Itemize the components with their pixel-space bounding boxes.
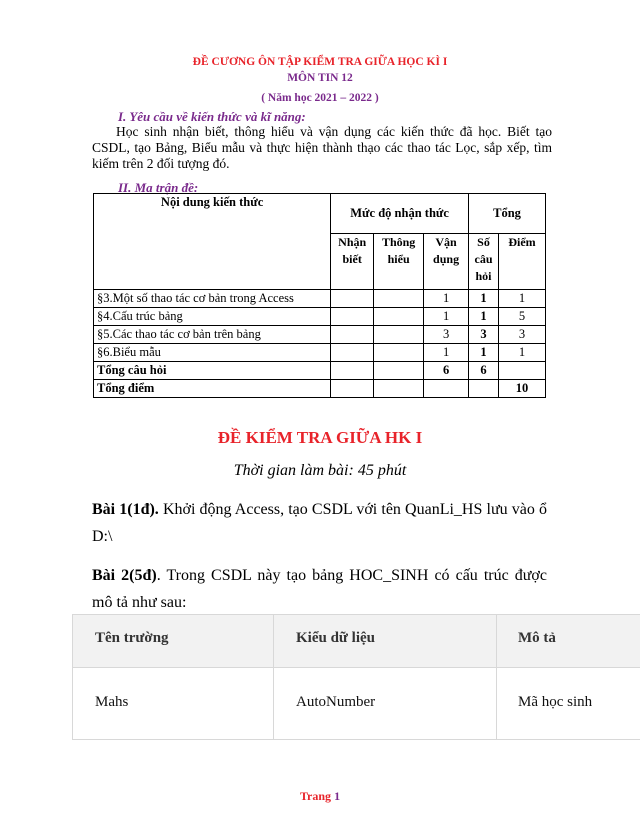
matrix-header-understand: Thông hiểu	[374, 234, 424, 290]
row-num: 3	[469, 326, 499, 344]
total-points-value: 10	[499, 380, 546, 398]
exam-time: Thời gian làm bài: 45 phút	[233, 462, 407, 479]
section1-text: Học sinh nhận biết, thông hiểu và vận dụng các kiến thức đã học. Biết tạo CSDL, tạo Bảng, Biểu mẫu và thực hiện thành thạo các thao tác Lọc, sắp xếp, tìm kiếm trên 2 đối tượng đó.	[92, 124, 552, 171]
question-2	[92, 562, 547, 616]
row-content: §6.Biểu mẫu	[94, 344, 331, 362]
table-row	[94, 290, 546, 308]
total-empty-cell	[424, 380, 469, 398]
section1-heading: I. Yêu cầu về kiến thức và kĩ năng:	[118, 109, 306, 124]
question-1-text: Khởi động Access, tạo CSDL với tên QuanLi_HS lưu vào ổ D:\	[92, 501, 548, 545]
row-points: 3	[499, 326, 546, 344]
row-content: §4.Cấu trúc bảng	[94, 308, 331, 326]
divider	[273, 614, 274, 740]
total-points-label: Tổng điểm	[94, 380, 331, 398]
table-row	[94, 326, 546, 344]
row-recognize	[331, 290, 374, 308]
total-empty-cell	[469, 380, 499, 398]
total-empty-cell	[331, 380, 374, 398]
row-recognize	[331, 326, 374, 344]
row-apply: 3	[424, 326, 469, 344]
row-points: 1	[499, 290, 546, 308]
row-apply: 1	[424, 344, 469, 362]
field-name-cell: Mahs	[95, 694, 129, 710]
row-understand	[374, 308, 424, 326]
row-num: 1	[469, 308, 499, 326]
fields-table	[72, 614, 640, 740]
total-questions-apply: 6	[424, 362, 469, 380]
total-empty-cell	[331, 362, 374, 380]
section2-heading: II. Ma trận đề:	[118, 180, 199, 195]
total-empty-cell	[499, 362, 546, 380]
total-empty-cell	[374, 362, 424, 380]
matrix-header-points: Điểm	[499, 234, 546, 290]
total-questions-row	[94, 362, 546, 380]
total-empty-cell	[374, 380, 424, 398]
row-num: 1	[469, 290, 499, 308]
document-subject: MÔN TIN 12	[287, 72, 353, 84]
matrix-header-num-questions: Số câu hỏi	[469, 234, 499, 290]
matrix-header-recognize: Nhận biết	[331, 234, 374, 290]
total-points-row	[94, 380, 546, 398]
total-questions-label: Tổng câu hỏi	[94, 362, 331, 380]
row-num: 1	[469, 344, 499, 362]
row-recognize	[331, 344, 374, 362]
field-type-cell: AutoNumber	[296, 694, 376, 710]
divider	[72, 614, 73, 740]
matrix-header-apply: Vận dụng	[424, 234, 469, 290]
matrix-header-content: Nội dung kiến thức	[94, 194, 331, 290]
matrix-header-level: Mức độ nhận thức	[331, 194, 469, 234]
divider	[496, 614, 497, 740]
row-apply: 1	[424, 290, 469, 308]
footer-label: Trang	[299, 789, 332, 803]
total-questions-num: 6	[469, 362, 499, 380]
page-footer	[0, 789, 640, 804]
row-points: 1	[499, 344, 546, 362]
fields-header-desc: Mô tả	[518, 630, 556, 646]
matrix-header-total: Tổng	[469, 194, 546, 234]
row-apply: 1	[424, 308, 469, 326]
row-understand	[374, 344, 424, 362]
row-understand	[374, 290, 424, 308]
table-row	[94, 308, 546, 326]
row-points: 5	[499, 308, 546, 326]
row-content: §3.Một số thao tác cơ bản trong Access	[94, 290, 331, 308]
matrix-table	[93, 193, 546, 398]
field-desc-cell: Mã học sinh	[518, 694, 593, 710]
exam-title: ĐỀ KIỂM TRA GIỮA HK I	[217, 428, 423, 447]
fields-header-type: Kiểu dữ liệu	[296, 630, 376, 646]
fields-header-name: Tên trường	[95, 630, 169, 646]
row-understand	[374, 326, 424, 344]
question-2-text: . Trong CSDL này tạo bảng HOC_SINH có cấu trúc được mô tả như sau:	[92, 567, 547, 611]
row-recognize	[331, 308, 374, 326]
question-1	[92, 496, 547, 550]
page-number: 1	[334, 789, 341, 803]
question-1-label: Bài 1(1đ).	[92, 501, 159, 518]
document-title: ĐỀ CƯƠNG ÔN TẬP KIỂM TRA GIỮA HỌC KÌ I	[192, 56, 448, 68]
document-year: ( Năm học 2021 – 2022 )	[261, 92, 379, 104]
question-2-label: Bài 2(5đ)	[92, 567, 157, 584]
row-content: §5.Các thao tác cơ bản trên bảng	[94, 326, 331, 344]
table-row	[94, 344, 546, 362]
